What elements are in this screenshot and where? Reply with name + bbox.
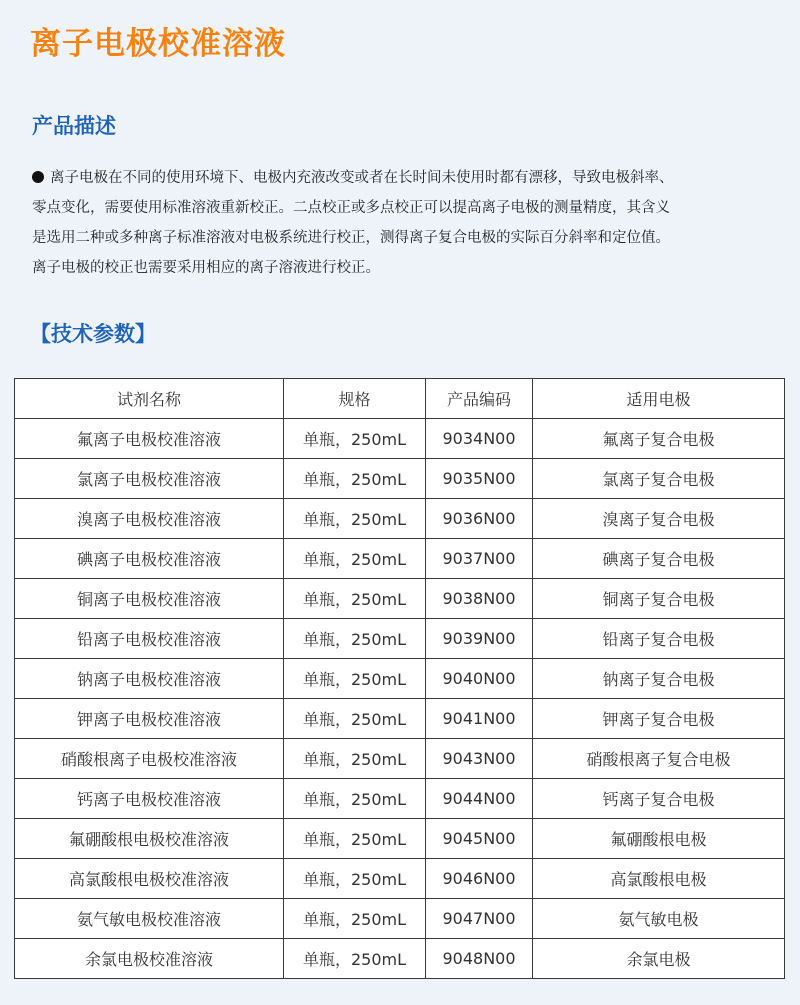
cell-reagent-name: 溴离子电极校准溶液 xyxy=(15,499,284,539)
cell-spec: 单瓶，250mL xyxy=(284,739,426,779)
description-text xyxy=(32,163,772,283)
spec-table xyxy=(14,378,785,979)
cell-electrode: 钾离子复合电极 xyxy=(533,699,785,739)
cell-product-code: 9035N00 xyxy=(426,459,533,499)
table-row xyxy=(15,539,785,579)
cell-reagent-name: 氟离子电极校准溶液 xyxy=(15,419,284,459)
cell-reagent-name: 氯离子电极校准溶液 xyxy=(15,459,284,499)
cell-electrode: 氯离子复合电极 xyxy=(533,459,785,499)
cell-product-code: 9043N00 xyxy=(426,739,533,779)
table-body xyxy=(15,419,785,979)
table-row xyxy=(15,419,785,459)
cell-electrode: 铜离子复合电极 xyxy=(533,579,785,619)
cell-product-code: 9045N00 xyxy=(426,819,533,859)
cell-reagent-name: 氟硼酸根电极校准溶液 xyxy=(15,819,284,859)
cell-product-code: 9038N00 xyxy=(426,579,533,619)
column-header-product-code: 产品编码 xyxy=(426,379,533,419)
cell-product-code: 9036N00 xyxy=(426,499,533,539)
cell-product-code: 9041N00 xyxy=(426,699,533,739)
cell-product-code: 9034N00 xyxy=(426,419,533,459)
table-row xyxy=(15,459,785,499)
cell-reagent-name: 硝酸根离子电极校准溶液 xyxy=(15,739,284,779)
tech-params-heading: 【技术参数】 xyxy=(30,322,156,346)
cell-spec: 单瓶，250mL xyxy=(284,819,426,859)
cell-product-code: 9039N00 xyxy=(426,619,533,659)
cell-spec: 单瓶，250mL xyxy=(284,699,426,739)
table-row xyxy=(15,939,785,979)
table-row xyxy=(15,659,785,699)
cell-product-code: 9048N00 xyxy=(426,939,533,979)
cell-spec: 单瓶，250mL xyxy=(284,659,426,699)
cell-electrode: 钠离子复合电极 xyxy=(533,659,785,699)
column-header-electrode: 适用电极 xyxy=(533,379,785,419)
description-line: 离子电极在不同的使用环境下、电极内充液改变或者在长时间未使用时都有漂移，导致电极斜率、 xyxy=(32,163,772,193)
cell-spec: 单瓶，250mL xyxy=(284,619,426,659)
table-header-row xyxy=(15,379,785,419)
cell-product-code: 9047N00 xyxy=(426,899,533,939)
cell-reagent-name: 铜离子电极校准溶液 xyxy=(15,579,284,619)
cell-reagent-name: 钾离子电极校准溶液 xyxy=(15,699,284,739)
cell-spec: 单瓶，250mL xyxy=(284,899,426,939)
cell-reagent-name: 高氯酸根电极校准溶液 xyxy=(15,859,284,899)
column-header-spec: 规格 xyxy=(284,379,426,419)
cell-electrode: 氟硼酸根电极 xyxy=(533,819,785,859)
cell-electrode: 氟离子复合电极 xyxy=(533,419,785,459)
description-line: 零点变化，需要使用标准溶液重新校正。二点校正或多点校正可以提高离子电极的测量精度，其含义 xyxy=(32,200,670,216)
cell-electrode: 铅离子复合电极 xyxy=(533,619,785,659)
description-line: 是选用二种或多种离子标准溶液对电极系统进行校正，测得离子复合电极的实际百分斜率和定位值。 xyxy=(32,230,670,246)
table-row xyxy=(15,619,785,659)
table-row xyxy=(15,579,785,619)
cell-spec: 单瓶，250mL xyxy=(284,419,426,459)
cell-spec: 单瓶，250mL xyxy=(284,859,426,899)
cell-electrode: 氨气敏电极 xyxy=(533,899,785,939)
cell-product-code: 9037N00 xyxy=(426,539,533,579)
cell-electrode: 硝酸根离子复合电极 xyxy=(533,739,785,779)
cell-electrode: 碘离子复合电极 xyxy=(533,539,785,579)
cell-reagent-name: 氨气敏电极校准溶液 xyxy=(15,899,284,939)
cell-reagent-name: 钠离子电极校准溶液 xyxy=(15,659,284,699)
cell-reagent-name: 余氯电极校准溶液 xyxy=(15,939,284,979)
cell-electrode: 溴离子复合电极 xyxy=(533,499,785,539)
cell-electrode: 余氯电极 xyxy=(533,939,785,979)
cell-product-code: 9040N00 xyxy=(426,659,533,699)
cell-reagent-name: 钙离子电极校准溶液 xyxy=(15,779,284,819)
cell-spec: 单瓶，250mL xyxy=(284,579,426,619)
description-line: 离子电极的校正也需要采用相应的离子溶液进行校正。 xyxy=(32,260,380,276)
table-row xyxy=(15,779,785,819)
cell-spec: 单瓶，250mL xyxy=(284,539,426,579)
description-heading: 产品描述 xyxy=(32,114,116,138)
cell-electrode: 高氯酸根电极 xyxy=(533,859,785,899)
bullet-icon xyxy=(32,171,44,183)
table-row xyxy=(15,499,785,539)
cell-spec: 单瓶，250mL xyxy=(284,939,426,979)
cell-reagent-name: 碘离子电极校准溶液 xyxy=(15,539,284,579)
cell-spec: 单瓶，250mL xyxy=(284,499,426,539)
cell-spec: 单瓶，250mL xyxy=(284,459,426,499)
cell-product-code: 9044N00 xyxy=(426,779,533,819)
table-row xyxy=(15,859,785,899)
column-header-reagent-name: 试剂名称 xyxy=(15,379,284,419)
page-title: 离子电极校准溶液 xyxy=(30,26,286,62)
table-row xyxy=(15,739,785,779)
cell-product-code: 9046N00 xyxy=(426,859,533,899)
cell-spec: 单瓶，250mL xyxy=(284,779,426,819)
table-row xyxy=(15,699,785,739)
cell-reagent-name: 铅离子电极校准溶液 xyxy=(15,619,284,659)
cell-electrode: 钙离子复合电极 xyxy=(533,779,785,819)
table-row xyxy=(15,899,785,939)
table-row xyxy=(15,819,785,859)
